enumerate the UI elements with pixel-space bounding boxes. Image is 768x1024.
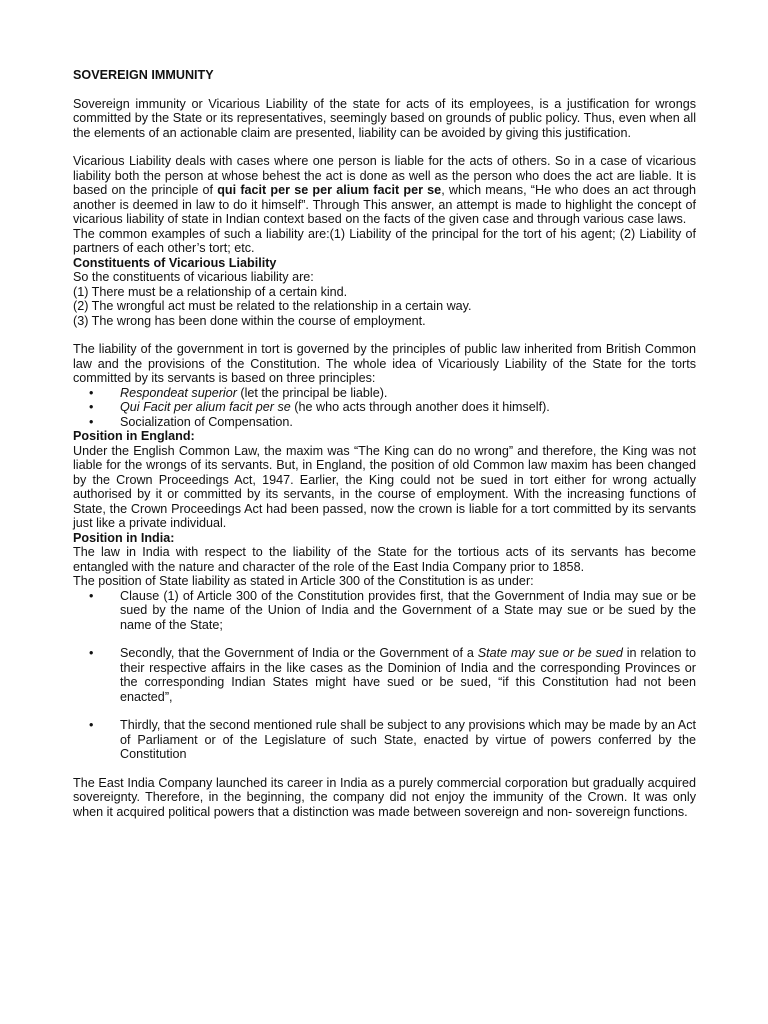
- clause-item-1: • Clause (1) of Article 300 of the Constitution provides first, that the Government of India may sue or be sued by the name of the Union of India and the Government of a State may sue or be sued by the name of the State;: [73, 589, 696, 633]
- principle-item: [73, 415, 696, 430]
- clause-text: in relation to their respective affairs in the like cases as the Dominion of India and the corresponding Provinces or the corresponding Indian States might have sued or be sued, “if this Constitution had not been enacted”,: [120, 646, 697, 704]
- england-heading: Position in England:: [73, 429, 195, 443]
- principle-item: [73, 400, 696, 415]
- principle-italic: Qui Facit per alium facit per se: [120, 400, 291, 414]
- constituent-item: (3) The wrong has been done within the course of employment.: [73, 313, 426, 328]
- principle-text: Socialization of Compensation.: [120, 414, 293, 429]
- clause-item-2: [73, 646, 696, 704]
- vicarious-paragraph: [73, 154, 696, 227]
- vicarious-text-before: Vicarious Liability deals with cases where one person is liable for the acts of others. So in a case of vicarious liability both the person at whose behest the act is done as well as the person who does the act are liable. It is based on the principle of: [73, 154, 696, 197]
- examples-paragraph: The common examples of such a liability are:(1) Liability of the principal for the tort of his agent; (2) Liability of partners of each other’s tort; etc.: [73, 226, 696, 255]
- clauses-list: [73, 589, 696, 762]
- article-300-paragraph: The position of State liability as stated in Article 300 of the Constitution is as under:: [73, 574, 534, 588]
- principle-text: (he who acts through another does it himself).: [290, 400, 550, 414]
- principle-italic: Respondeat superior: [120, 385, 237, 400]
- clause-item-3: • Thirdly, that the second mentioned rule shall be subject to any provisions which may be made by an Act of Parliament or of the Legislature of such State, enacted by virtue of powers conferred by the Constitution: [73, 718, 696, 762]
- company-paragraph: The East India Company launched its career in India as a purely commercial corporation but gradually acquired sovereignty. Therefore, in the beginning, the company did not enjoy the immunity of the Crown. It was only when it acquired political powers that a distinction was made between sovereign and non- sovereign functions.: [73, 775, 696, 819]
- india-heading: Position in India:: [73, 530, 175, 545]
- india-paragraph: The law in India with respect to the liability of the State for the tortious acts of its servants has become entangled with the nature and character of the role of the East India Company prior to 1858.: [73, 545, 696, 574]
- principles-list: [73, 386, 696, 430]
- constituent-item: (1) There must be a relationship of a certain kind.: [73, 284, 348, 299]
- vicarious-text-after: , which means, “He who does an act through another is deemed in law to do it himself”. Through This answer, an attempt is made to highlight the concept of vicarious liability of state in Indian context based on the facts of the given case and through various case laws.: [73, 183, 697, 226]
- maxim-bold: qui facit per se per alium facit per se: [217, 183, 442, 197]
- principle-text: (let the principal be liable).: [236, 385, 388, 400]
- constituent-item: (2) The wrongful act must be related to the relationship in a certain way.: [73, 299, 472, 313]
- principle-item: [73, 386, 696, 401]
- government-paragraph: The liability of the government in tort is governed by the principles of public law inherited from British Common law and the provisions of the Constitution. The whole idea of Vicariously Liability of the State for the torts committed by its servants is based on three principles:: [73, 342, 696, 385]
- constituents-heading: Constituents of Vicarious Liability: [73, 255, 277, 270]
- clause-text: Secondly, that the Government of India or the Government of a: [120, 646, 478, 660]
- document-body: [73, 68, 696, 819]
- constituents-intro: So the constituents of vicarious liability are:: [73, 270, 314, 284]
- intro-paragraph: Sovereign immunity or Vicarious Liability of the state for acts of its employees, is a justification for wrongs committed by the State or its representatives, seemingly based on grounds of public policy. Thus, even when all the elements of an actionable claim are presented, liability can be avoided by giving this justification.: [73, 96, 696, 140]
- england-paragraph: Under the English Common Law, the maxim was “The King can do no wrong” and therefore, the King was not liable for the wrongs of its servants. But, in England, the position of old Common law maxim has been changed by the Crown Proceedings Act, 1947. Earlier, the King could not be sued in tort either for wrong actually authorised by it or committed by its servants, in the course of employment. With the increasing functions of State, the Crown Proceedings Act had been passed, now the crown is liable for a tort committed by its servants just like a private individual.: [73, 443, 696, 530]
- document-title: SOVEREIGN IMMUNITY: [73, 68, 214, 82]
- clause-italic: State may sue or be sued: [477, 646, 623, 660]
